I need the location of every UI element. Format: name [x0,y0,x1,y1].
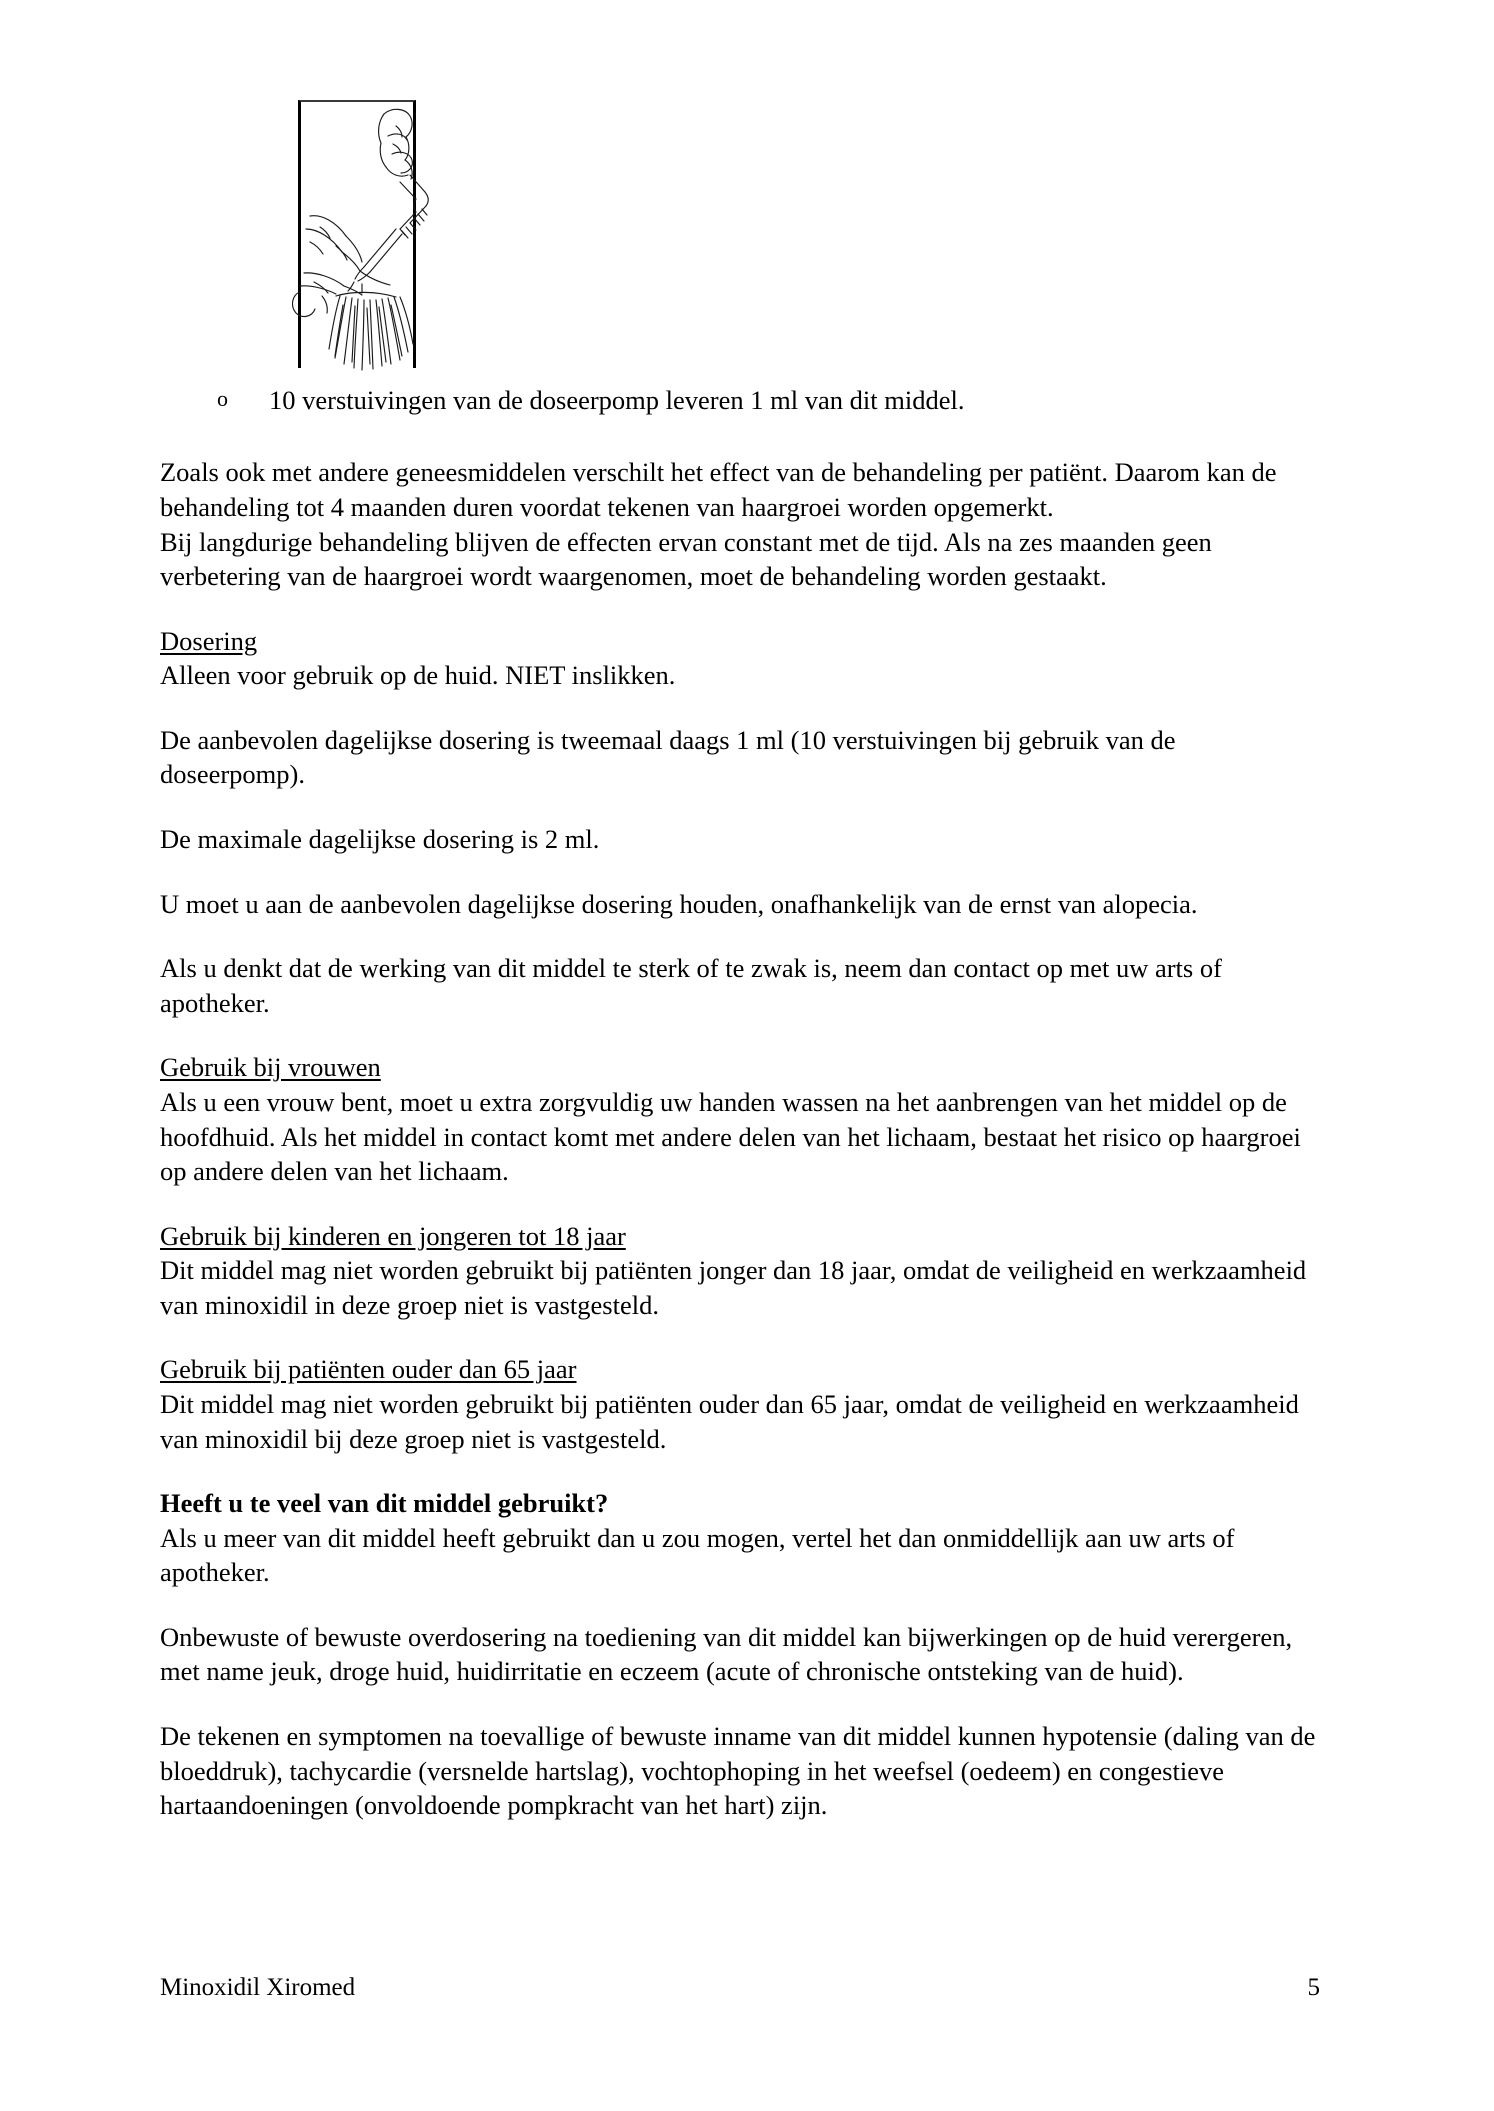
bullet-text: 10 verstuivingen van de doseerpomp leveren 1 ml van dit middel. [269,385,965,415]
paragraph-recommended-dose: De aanbevolen dagelijkse dosering is tweemaal daags 1 ml (10 verstuivingen bij gebruik van de doseerpomp). [160,724,1176,790]
paragraph-women-body: Als u een vrouw bent, moet u extra zorgvuldig uw handen wassen na het aanbrengen van het middel op de hoofdhuid. Als het middel in contact komt met andere delen van het lichaam, bestaat het risico op haargroei op andere delen van het lichaam. [160,1086,1301,1187]
paragraph-overdose-skin: Onbewuste of bewuste overdosering na toediening van dit middel kan bijwerkingen op de huid verergeren, met name jeuk, droge huid, huidirritatie en eczeem (acute of chronische ontsteking van de huid). [160,1621,1293,1687]
list-item [160,383,1320,417]
heading-dosering-label: Dosering [160,625,258,656]
paragraph-adhere-dose: U moet u aan de aanbevolen dagelijkse dosering houden, onafhankelijk van de ernst van alopecia. [160,888,1198,919]
footer-product-name: Minoxidil Xiromed [160,1974,356,2001]
heading-overdose: Heeft u te veel van dit middel gebruikt? [160,1488,609,1519]
figure-container [160,100,1320,375]
paragraph-max-dose: De maximale dagelijkse dosering is 2 ml. [160,824,600,855]
heading-dosering [160,624,1320,659]
paragraph-too-strong-weak: Als u denkt dat de werking van dit middel te sterk of te zwak is, neem dan contact op met uw arts of apotheker. [160,953,1222,1018]
heading-gebruik-bij-ouderen [160,1352,1320,1387]
heading-gebruik-bij-kinderen [160,1219,1320,1254]
paragraph-long-term: Bij langdurige behandeling blijven de effecten ervan constant met de tijd. Als na zes maanden geen verbetering van de haargroei wordt waargenomen, moet de behandeling worden gestaakt. [160,526,1212,592]
heading-gebruik-bij-kinderen-label: Gebruik bij kinderen en jongeren tot 18 jaar [160,1220,626,1251]
paragraph-overdose-tell: Als u meer van dit middel heeft gebruikt dan u zou mogen, vertel het dan onmiddellijk aan uw arts of apotheker. [160,1522,1235,1588]
page-content [160,100,1320,1823]
page-footer [160,1972,1320,2005]
figure-frame [298,100,416,368]
heading-gebruik-bij-vrouwen [160,1050,1320,1085]
paragraph-overdose-signs: De tekenen en symptomen na toevallige of bewuste inname van dit middel kunnen hypotensie (daling van de bloeddruk), tachycardie (versnelde hartslag), vochtophoping in het weefsel (oedeem) en congestieve hartaandoeningen (onvoldoende pompkracht van het hart) zijn. [160,1721,1316,1821]
paragraph-skin-only: Alleen voor gebruik op de huid. NIET inslikken. [160,660,676,691]
bullet-marker: o [217,386,228,411]
paragraph-elderly-body: Dit middel mag niet worden gebruikt bij patiënten ouder dan 65 jaar, omdat de veiligheid en werkzaamheid van minoxidil bij deze groep niet is vastgesteld. [160,1389,1299,1454]
heading-gebruik-bij-ouderen-label: Gebruik bij patiënten ouder dan 65 jaar [160,1354,577,1385]
heading-gebruik-bij-vrouwen-label: Gebruik bij vrouwen [160,1052,381,1083]
footer-page-number: 5 [1307,1974,1320,2001]
paragraph-effect-variation: Zoals ook met andere geneesmiddelen verschilt het effect van de behandeling per patiënt. Daarom kan de behandeling tot 4 maanden duren voordat tekenen van haargroei worden opgemerkt. [160,457,1277,523]
paragraph-children-body: Dit middel mag niet worden gebruikt bij patiënten jonger dan 18 jaar, omdat de veiligheid en werkzaamheid van minoxidil in deze groep niet is vastgesteld. [160,1255,1307,1320]
